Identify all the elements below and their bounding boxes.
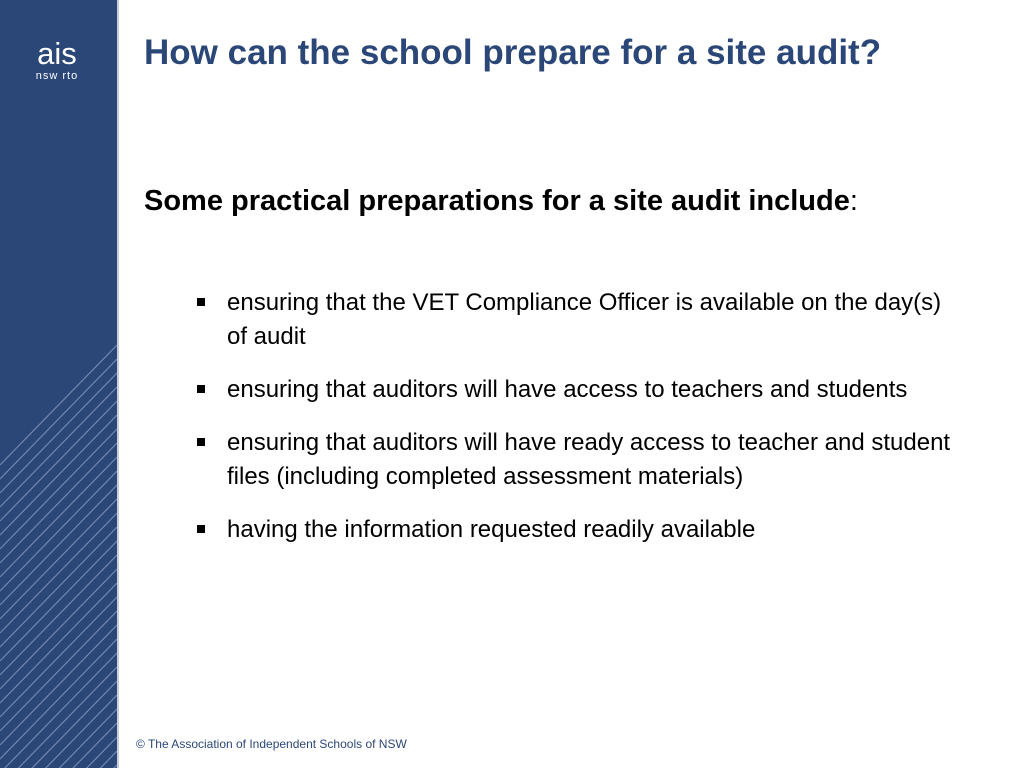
- slide-subtitle: [144, 183, 944, 220]
- bullet-item: [193, 513, 963, 547]
- bullet-item: [193, 286, 963, 354]
- subtitle-colon: :: [849, 185, 858, 217]
- logo-main-text: ais: [37, 36, 77, 71]
- bullet-text: ensuring that the VET Compliance Officer is available on the day(s) of audit: [227, 289, 942, 350]
- bullet-text: ensuring that auditors will have ready access to teacher and student files (including completed assessment materials): [227, 429, 951, 490]
- square-bullet-icon: [197, 385, 205, 393]
- footer-copyright: © The Association of Independent Schools of NSW: [136, 737, 407, 751]
- bullet-item: [193, 426, 963, 494]
- side-band: [0, 0, 117, 768]
- square-bullet-icon: [197, 298, 205, 306]
- ais-logo: [24, 34, 90, 100]
- diagonal-stripes-decoration: [0, 0, 117, 768]
- bullet-text: ensuring that auditors will have access to teachers and students: [227, 376, 908, 403]
- logo-sub-text: nsw rto: [35, 70, 79, 82]
- vertical-divider: [117, 0, 119, 768]
- square-bullet-icon: [197, 525, 205, 533]
- square-bullet-icon: [197, 438, 205, 446]
- slide-title: How can the school prepare for a site audit?: [144, 33, 882, 72]
- bullet-item: [193, 373, 963, 407]
- subtitle-text: Some practical preparations for a site audit include: [144, 185, 850, 217]
- bullet-text: having the information requested readily available: [227, 516, 756, 543]
- bullet-list: [193, 286, 963, 566]
